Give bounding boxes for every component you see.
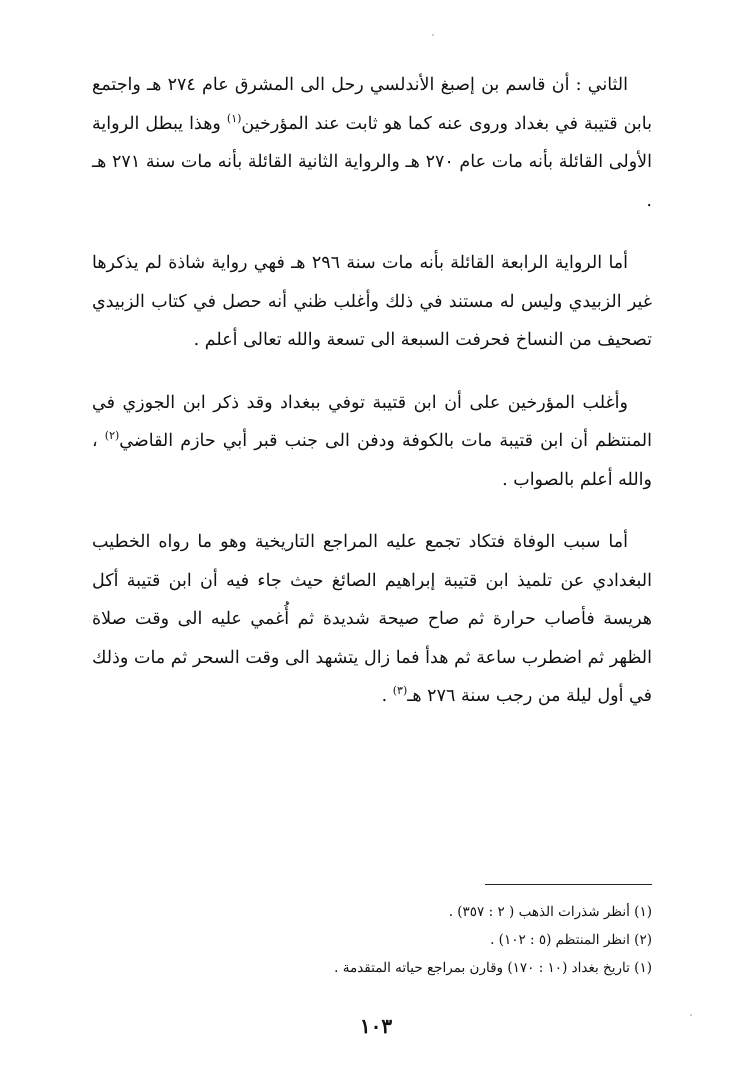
paragraph-text: أما سبب الوفاة فتكاد تجمع عليه المراجع التاريخية وهو ما رواه الخطيب البغدادي عن تلميذ ابن قتيبة إبراهيم الصائغ حيث جاء فيه أن ابن قتيبة أكل هريسة فأصاب حرارة ثم صاح صيحة شديدة ثم أُغمي عليه الى وقت صلاة الظهر ثم اضطرب ساعة ثم هدأ فما زال يتشهد الى وقت السحر ثم مات وذلك في أول ليلة من رجب سنة ٢٧٦ هـ bbox=[92, 532, 652, 706]
scan-speck bbox=[690, 1014, 692, 1016]
footnote-reference: (٣) bbox=[392, 684, 408, 698]
paragraph-text: . bbox=[381, 686, 393, 706]
footnote-2: (٢) انظر المنتظم (٥ : ١٠٢) . bbox=[490, 932, 652, 948]
paragraph-1 bbox=[92, 66, 652, 220]
paragraph-3 bbox=[92, 384, 652, 500]
page-number: ١٠٣ bbox=[359, 1014, 393, 1038]
paragraph-2 bbox=[92, 244, 652, 360]
paragraph-text: أما الرواية الرابعة القائلة بأنه مات سنة ٢٩٦ هـ فهي رواية شاذة لم يذكرها غير الزبيدي وليس له مستند في ذلك وأغلب ظني أنه حصل في كتاب الزبيدي تصحيف من النساخ فحرفت السبعة الى تسعة والله تعالى أعلم . bbox=[92, 253, 652, 350]
paragraph-text: الثاني : أن قاسم بن إصبغ الأندلسي رحل الى المشرق عام ٢٧٤ هـ واجتمع بابن قتيبة في بغداد وروى عنه كما هو ثابت عند المؤرخين bbox=[92, 75, 653, 134]
paragraph-4 bbox=[92, 523, 652, 716]
footnotes bbox=[92, 898, 652, 982]
paragraph-text: ، والله أعلم بالصواب . bbox=[92, 431, 652, 490]
scan-speck bbox=[432, 34, 434, 36]
main-text bbox=[92, 66, 652, 740]
footnote-3: (١) تاريخ بغداد (١٠ : ١٧٠) وقارن بمراجع حياته المتقدمة . bbox=[334, 960, 652, 976]
footnote-1: (١) أنظر شذرات الذهب ( ٢ : ٣٥٧) . bbox=[448, 904, 652, 920]
footnote-divider bbox=[485, 884, 652, 885]
footnote-reference: (١) bbox=[226, 111, 242, 125]
paragraph-text: وهذا يبطل الرواية الأولى القائلة بأنه مات عام ٢٧٠ هـ والرواية الثانية القائلة بأنه مات سنة ٢٧١ هـ . bbox=[92, 113, 653, 211]
paragraph-text: وأغلب المؤرخين على أن ابن قتيبة توفي ببغداد وقد ذكر ابن الجوزي في المنتظم أن ابن قتيبة مات بالكوفة ودفن الى جنب قبر أبي حازم القاضي bbox=[92, 392, 653, 451]
footnote-reference: (٢) bbox=[104, 429, 120, 443]
